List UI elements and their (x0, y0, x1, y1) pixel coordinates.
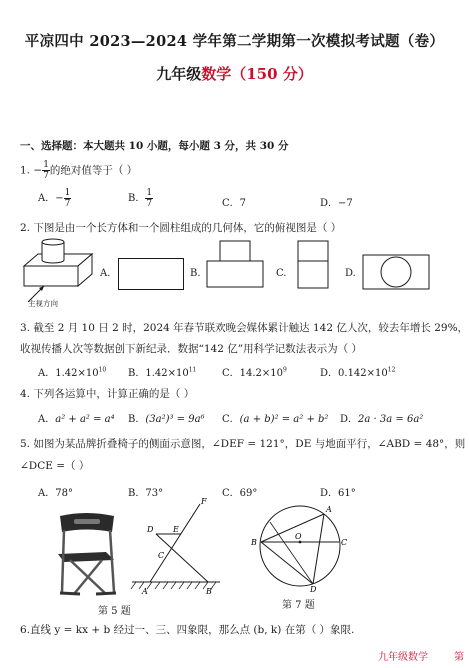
point-E-label: E (173, 525, 179, 534)
exam-title: 平凉四中 2023—2024 学年第二学期第一次模拟考试题（卷） (24, 33, 445, 50)
circle-point-B-label: B (251, 538, 257, 547)
circle-center-O-label: O (295, 532, 302, 541)
q1-option-b[interactable]: B． $\frac{1}{7}$ (128, 188, 153, 209)
q2-option-d-figure[interactable] (362, 254, 432, 292)
view-direction-label: 主视方向 (28, 299, 58, 308)
footer-page-label: 第 (454, 652, 464, 663)
q3-option-b[interactable]: B．$1.42\times 10^{11}$ (128, 366, 197, 379)
exam-subtitle (0, 63, 469, 84)
point-A-label: A (142, 587, 148, 596)
q2-option-a-figure[interactable] (118, 258, 184, 290)
point-F-label: F (201, 497, 207, 506)
q4-option-d[interactable]: D．2a · 3a = 6a² (340, 414, 424, 425)
q1-option-c[interactable]: C．7 (222, 198, 247, 209)
point-C-label: C (158, 551, 165, 560)
circle-point-A-label: A (326, 505, 332, 514)
figure-7-diagram (250, 500, 350, 592)
q2-option-c-figure[interactable] (292, 240, 340, 290)
q5-option-a[interactable]: A．78° (38, 488, 73, 499)
q2-option-b-figure[interactable] (206, 240, 266, 290)
circle-point-D-label: D (310, 585, 317, 592)
score-label: （150 分） (231, 65, 313, 83)
question-5-line2: ∠DCE =（ ） (20, 460, 90, 472)
q2-option-d-label[interactable]: D. (345, 268, 356, 279)
q5-option-c[interactable]: C．69° (222, 488, 258, 499)
q4-option-b[interactable]: B．(3a²)³ = 9a⁶ (128, 414, 205, 425)
q1-option-d[interactable]: D．−7 (320, 198, 353, 209)
question-5-line1: 5. 如图为某品牌折叠椅子的侧面示意图，∠DEF = 121°，DE 与地面平行，∠ABD = 48°，则 (20, 438, 466, 450)
figure-7-caption: 第 7 题 (282, 600, 315, 611)
section-heading: 一、选择题：本大题共 10 小题，每小题 3 分，共 30 分 (20, 140, 289, 152)
footer-grade-subject: 九年级数学 (378, 652, 428, 663)
question-3-line1: 3. 截至 2 月 10 日 2 时，2024 年春节联欢晚会媒体累计触达 142 亿人次，较去年增长 29%， (20, 322, 469, 334)
q2-option-b-label[interactable]: B. (190, 268, 201, 279)
q5-option-b[interactable]: B．73° (128, 488, 164, 499)
q3-option-a[interactable]: A．$1.42\times 10^{10}$ (38, 366, 107, 379)
fraction: $\frac{1}{7}$ (43, 160, 49, 181)
q4-option-a[interactable]: A．a² + a² = a⁴ (38, 414, 115, 425)
q5-option-d[interactable]: D．61° (320, 488, 356, 499)
question-1: 1. − $\frac{1}{7}$ 的绝对值等于（ ） (20, 160, 138, 181)
folding-chair-image (52, 510, 120, 596)
figure-5-caption: 第 5 题 (98, 606, 131, 617)
grade-label: 九年级 (156, 65, 202, 83)
circle-point-C-label: C (341, 538, 348, 547)
question-3-line2: 收视传播人次等数据创下新纪录．数据“142 亿”用科学记数法表示为（ ） (20, 343, 362, 355)
q3-option-c[interactable]: C．$14.2\times 10^9$ (222, 366, 287, 379)
point-B-label: B (206, 587, 212, 596)
q2-option-c-label[interactable]: C. (276, 268, 287, 279)
q3-option-d[interactable]: D．$0.142\times 10^{12}$ (320, 366, 396, 379)
q4-option-c[interactable]: C．(a + b)² = a² + b² (222, 414, 329, 425)
q2-option-a-label[interactable]: A. (100, 268, 111, 279)
figure-5-diagram (128, 494, 224, 598)
q1-option-a[interactable]: A．− $\frac{1}{7}$ (38, 188, 71, 209)
question-6: 6.直线 y = kx + b 经过一、三、四象限，那么点 (b, k) 在第（ ）象限. (20, 624, 355, 636)
point-D-label: D (147, 525, 154, 534)
question-4: 4. 下列各运算中，计算正确的是（ ） (20, 388, 195, 400)
question-2: 2. 下图是由一个长方体和一个圆柱组成的几何体，它的俯视图是（ ） (20, 222, 342, 234)
subject-label: 数学 (201, 65, 232, 83)
